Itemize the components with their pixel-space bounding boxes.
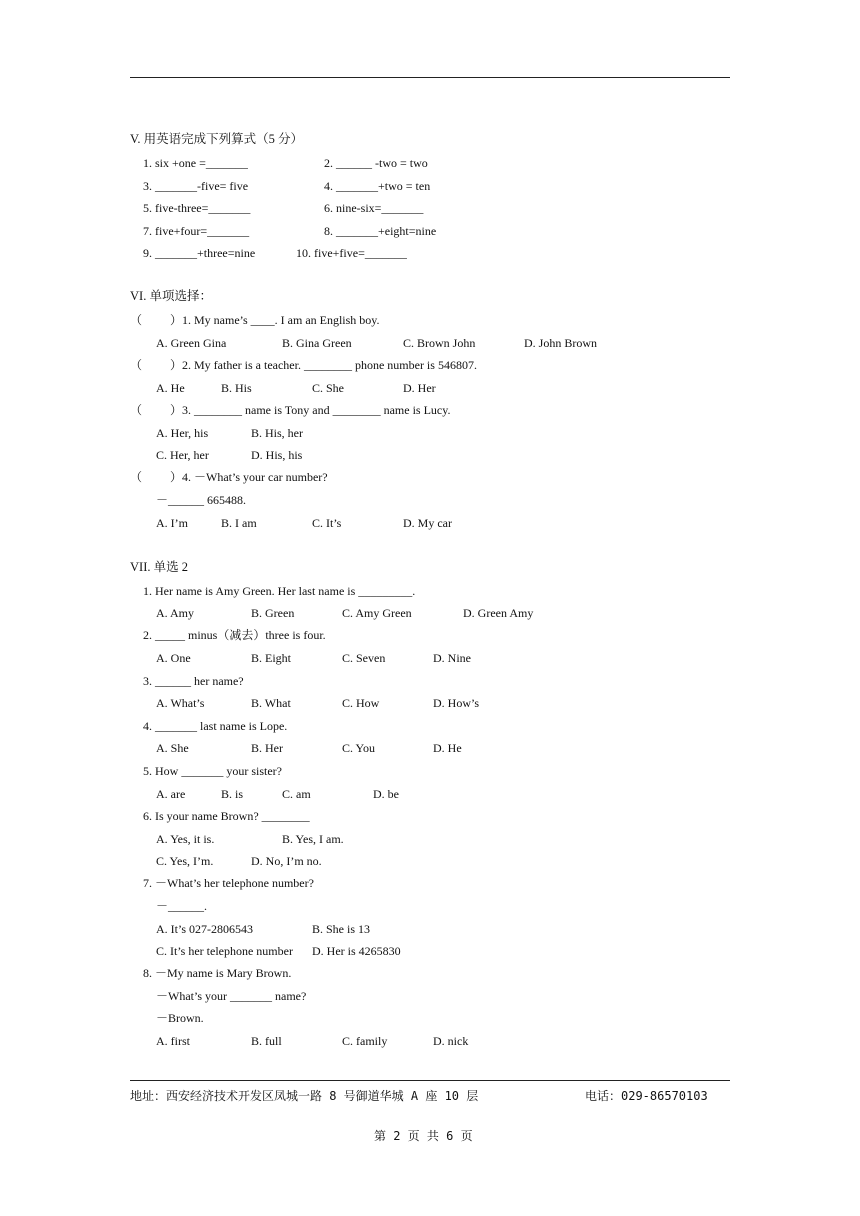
page-number: 第 2 页 共 6 页 bbox=[374, 1129, 473, 1143]
option-d: D. Her bbox=[403, 381, 436, 395]
option-a: A. Her, his bbox=[156, 426, 209, 440]
option-b: B. Yes, I am. bbox=[282, 832, 344, 846]
option-b: B. I am bbox=[221, 516, 257, 530]
option-b: B. His, her bbox=[251, 426, 303, 440]
option-c: C. Seven bbox=[342, 651, 386, 665]
option-c: C. It’s her telephone number bbox=[156, 944, 293, 958]
math-item-8: 8. _______+eight=nine bbox=[324, 224, 437, 238]
option-b: B. His bbox=[221, 381, 252, 395]
option-a: A. One bbox=[156, 651, 191, 665]
footer-address: 地址：西安经济技术开发区凤城一路 8 号御道华城 A 座 10 层 bbox=[130, 1089, 479, 1103]
option-a: A. She bbox=[156, 741, 189, 755]
option-d: D. How’s bbox=[433, 696, 480, 710]
option-a: A. It’s 027-2806543 bbox=[156, 922, 253, 936]
option-b: B. full bbox=[251, 1034, 282, 1048]
option-c: C. Her, her bbox=[156, 448, 209, 462]
math-item-3: 3. _______-five= five bbox=[143, 179, 249, 193]
option-a: A. I’m bbox=[156, 516, 188, 530]
math-item-7: 7. five+four=_______ bbox=[143, 224, 250, 238]
section-6-heading: VI. 单项选择： bbox=[130, 289, 212, 303]
option-c: C. She bbox=[312, 381, 345, 395]
option-a: A. He bbox=[156, 381, 185, 395]
math-item-4: 4. _______+two = ten bbox=[324, 179, 431, 193]
answer-paren: （ bbox=[130, 470, 143, 484]
math-item-6: 6. nine-six=_______ bbox=[324, 201, 424, 215]
section-7-heading: VII. 单选 2 bbox=[130, 560, 188, 574]
question-stem: ）4. －What’s your car number? bbox=[170, 470, 328, 484]
option-c: C. Brown John bbox=[403, 336, 476, 350]
question-stem: ）3. ________ name is Tony and ________ name is Lucy. bbox=[170, 403, 451, 417]
question-line-3: －Brown. bbox=[156, 1011, 204, 1025]
option-b: B. Gina Green bbox=[282, 336, 352, 350]
math-item-1: 1. six +one =_______ bbox=[143, 156, 248, 170]
math-item-2: 2. ______ -two = two bbox=[324, 156, 428, 170]
math-item-10: 10. five+five=_______ bbox=[296, 246, 407, 260]
question-line-2: －______ 665488. bbox=[156, 493, 247, 507]
option-c: C. family bbox=[342, 1034, 388, 1048]
option-c: C. am bbox=[282, 787, 311, 801]
option-b: B. Eight bbox=[251, 651, 292, 665]
option-d: D. Her is 4265830 bbox=[312, 944, 401, 958]
option-c: C. Amy Green bbox=[342, 606, 412, 620]
option-d: D. be bbox=[373, 787, 399, 801]
option-a: A. What’s bbox=[156, 696, 205, 710]
header-rule bbox=[130, 77, 730, 78]
option-d: D. No, I’m no. bbox=[251, 854, 322, 868]
question-stem: 3. ______ her name? bbox=[143, 674, 244, 688]
option-d: D. Green Amy bbox=[463, 606, 534, 620]
question-stem: 2. _____ minus（减去）three is four. bbox=[143, 628, 326, 642]
question-stem: 8. －My name is Mary Brown. bbox=[143, 966, 292, 980]
math-item-5: 5. five-three=_______ bbox=[143, 201, 251, 215]
question-line-2: －What’s your _______ name? bbox=[156, 989, 307, 1003]
option-d: D. John Brown bbox=[524, 336, 598, 350]
option-a: A. Green Gina bbox=[156, 336, 227, 350]
option-b: B. Green bbox=[251, 606, 295, 620]
option-d: D. He bbox=[433, 741, 462, 755]
question-stem: ）1. My name’s ____. I am an English boy. bbox=[170, 313, 380, 327]
option-a: A. are bbox=[156, 787, 186, 801]
question-stem: 7. －What’s her telephone number? bbox=[143, 876, 314, 890]
option-c: C. It’s bbox=[312, 516, 342, 530]
option-a: A. Yes, it is. bbox=[156, 832, 215, 846]
answer-paren: （ bbox=[130, 313, 143, 327]
question-stem: 1. Her name is Amy Green. Her last name is _________. bbox=[143, 584, 416, 598]
footer-phone: 电话：029-86570103 bbox=[585, 1089, 708, 1103]
option-b: B. What bbox=[251, 696, 291, 710]
option-d: D. His, his bbox=[251, 448, 303, 462]
question-stem: ）2. My father is a teacher. ________ phone number is 546807. bbox=[170, 358, 477, 372]
option-c: C. You bbox=[342, 741, 376, 755]
answer-paren: （ bbox=[130, 358, 143, 372]
footer-rule bbox=[130, 1080, 730, 1081]
option-c: C. How bbox=[342, 696, 380, 710]
option-b: B. She is 13 bbox=[312, 922, 371, 936]
option-b: B. Her bbox=[251, 741, 283, 755]
option-d: D. Nine bbox=[433, 651, 471, 665]
question-stem: 5. How _______ your sister? bbox=[143, 764, 282, 778]
question-stem: 6. Is your name Brown? ________ bbox=[143, 809, 310, 823]
question-stem: 4. _______ last name is Lope. bbox=[143, 719, 288, 733]
answer-paren: （ bbox=[130, 403, 143, 417]
question-line-2: －______. bbox=[156, 899, 208, 913]
option-a: A. first bbox=[156, 1034, 190, 1048]
section-5-heading: V. 用英语完成下列算式（5 分） bbox=[130, 132, 304, 146]
option-b: B. is bbox=[221, 787, 244, 801]
math-item-9: 9. _______+three=nine bbox=[143, 246, 256, 260]
option-d: D. nick bbox=[433, 1034, 469, 1048]
option-a: A. Amy bbox=[156, 606, 195, 620]
option-c: C. Yes, I’m. bbox=[156, 854, 214, 868]
option-d: D. My car bbox=[403, 516, 452, 530]
